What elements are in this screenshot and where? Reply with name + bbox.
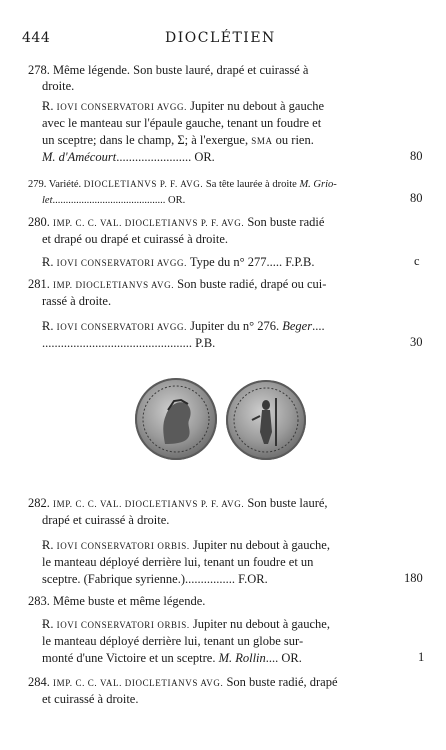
text-run: 278. Même légende. Son buste lauré, drapé et cuirassé à: [28, 63, 309, 77]
text-run: Ɍ.: [42, 617, 57, 631]
text-run: Type du n° 277..... F.P.B.: [186, 255, 315, 269]
price-value: 80: [410, 191, 423, 205]
text-line: [42, 115, 321, 131]
text-run: let: [42, 195, 53, 206]
text-line: [42, 335, 215, 351]
text-line: [42, 650, 302, 666]
coin-obverse-image: [135, 378, 217, 460]
text-run: 282.: [28, 496, 53, 510]
price-value: 80: [410, 149, 423, 163]
text-run: Son buste lauré,: [244, 496, 328, 510]
running-title: DIOCLÉTIEN: [165, 30, 276, 46]
text-run: Ɍ.: [42, 319, 57, 333]
text-line: [28, 495, 328, 512]
text-line: [42, 293, 111, 309]
text-run: IOVI CONSERVATORI AVGG.: [56, 322, 187, 332]
text-run: Beger: [282, 319, 313, 333]
text-line: [42, 191, 185, 209]
text-run: IOVI CONSERVATORI ORBIS.: [56, 620, 190, 630]
text-run: IMP. DIOCLETIANVS AVG.: [53, 280, 175, 290]
text-run: DIOCLETIANVS P. F. AVG.: [83, 179, 204, 189]
text-run: et cuirassé à droite.: [42, 692, 139, 706]
text-run: Son buste radié, drapé ou cui-: [174, 277, 327, 291]
text-run: ........................................... OR.: [52, 195, 186, 206]
text-run: Son buste radié, drapé: [223, 675, 338, 689]
text-run: SMA: [251, 136, 273, 146]
text-run: et drapé ou drapé et cuirassé à droite.: [42, 232, 229, 246]
text-run: Jupiter nu debout à gauche: [186, 99, 325, 113]
text-line: [28, 62, 308, 78]
text-run: IOVI CONSERVATORI AVGG.: [56, 258, 187, 268]
price-value: c: [414, 254, 420, 268]
text-run: Son buste radié: [244, 215, 325, 229]
text-line: [42, 78, 74, 94]
text-run: IOVI CONSERVATORI ORBIS.: [56, 541, 190, 551]
text-run: ........................ OR.: [116, 150, 215, 164]
text-line: [28, 276, 326, 293]
text-run: monté d'une Victoire et un sceptre.: [42, 651, 219, 665]
text-run: M. d'Amécourt: [42, 150, 117, 164]
text-run: le manteau déployé derrière lui, tenant un globe sur-: [42, 634, 304, 648]
text-run: un sceptre; dans le champ, Σ; à l'exergue,: [42, 133, 252, 147]
text-run: le manteau déployé derrière lui, tenant un foudre et un: [42, 555, 314, 569]
text-line: [42, 149, 215, 165]
text-line: [42, 318, 325, 335]
text-run: sceptre. (Fabrique syrienne.)................ F.OR.: [42, 572, 268, 586]
text-line: [42, 554, 313, 570]
coin-reverse-image: [226, 380, 306, 460]
text-line: [42, 616, 330, 633]
text-run: 280.: [28, 215, 53, 229]
text-run: IMP. C. C. VAL. DIOCLETIANVS AVG.: [53, 678, 224, 688]
text-run: .... OR.: [265, 651, 302, 665]
text-run: Jupiter nu debout à gauche,: [189, 617, 330, 631]
text-run: IMP. C. C. VAL. DIOCLETIANVS P. F. AVG.: [53, 499, 245, 509]
text-line: [42, 98, 324, 115]
text-run: avec le manteau sur l'épaule gauche, tenant un foudre et: [42, 116, 322, 130]
text-line: [42, 537, 330, 554]
text-run: ou rien.: [272, 133, 314, 147]
text-run: 284.: [28, 675, 53, 689]
text-line: [42, 254, 315, 271]
text-run: 283. Même buste et même légende.: [28, 594, 206, 608]
text-run: Jupiter du n° 276.: [186, 319, 283, 333]
text-run: Ɍ.: [42, 255, 57, 269]
text-run: 279. Variété.: [28, 179, 84, 190]
text-run: Ɍ.: [42, 99, 57, 113]
text-run: rassé à droite.: [42, 294, 112, 308]
text-run: M. Rollin: [218, 651, 266, 665]
text-run: IMP. C. C. VAL. DIOCLETIANVS P. F. AVG.: [53, 218, 245, 228]
text-run: Jupiter nu debout à gauche,: [189, 538, 330, 552]
text-line: [42, 231, 228, 247]
price-value: 1: [418, 650, 425, 664]
text-line: [42, 512, 169, 528]
text-run: Sa tête laurée à droite: [203, 179, 300, 190]
text-line: [28, 214, 324, 231]
text-run: droite.: [42, 79, 75, 93]
text-line: [42, 571, 268, 587]
text-run: IOVI CONSERVATORI AVGG.: [56, 102, 187, 112]
text-run: ................................................ P.B.: [42, 336, 216, 350]
text-run: M. Grio-: [299, 179, 337, 190]
text-line: [42, 691, 138, 707]
text-run: ....: [312, 319, 325, 333]
text-line: [28, 674, 338, 691]
price-value: 180: [404, 571, 423, 585]
text-run: Ɍ.: [42, 538, 57, 552]
text-line: [42, 633, 303, 649]
price-value: 30: [410, 335, 423, 349]
text-run: 281.: [28, 277, 53, 291]
page-number: 444: [22, 30, 51, 46]
text-run: drapé et cuirassé à droite.: [42, 513, 170, 527]
text-line: [42, 132, 314, 149]
text-line: [28, 593, 205, 609]
